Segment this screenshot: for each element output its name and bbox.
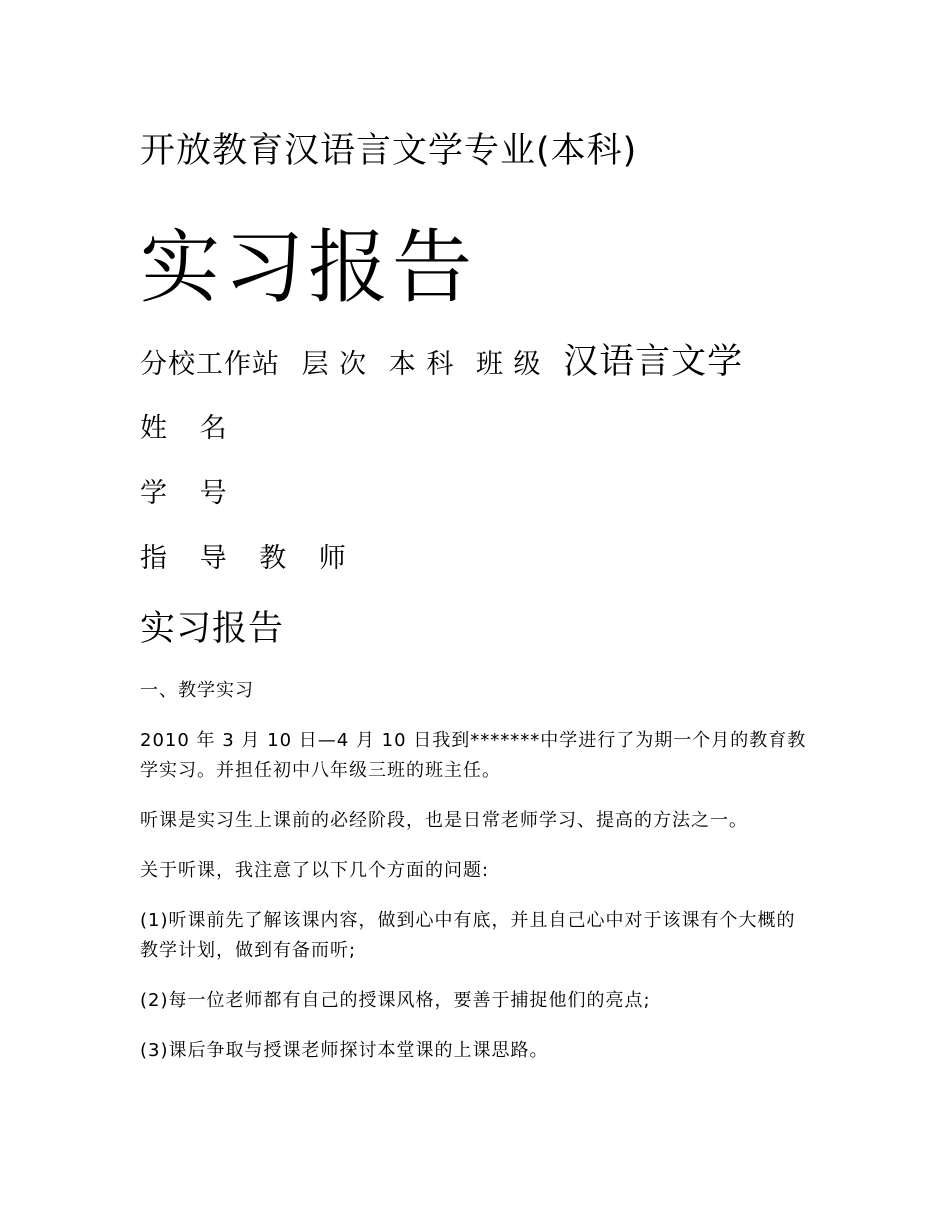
program-subtitle: 开放教育汉语言文学专业(本科) [140, 131, 638, 171]
level-value: 本 科 [388, 349, 455, 380]
student-id-label: 学 号 [140, 478, 239, 509]
info-row-branch-level-class [140, 342, 744, 382]
name-label: 姓 名 [140, 413, 239, 444]
paragraph-internship-period: 2010 年 3 月 10 日—4 月 10 日我到*******中学进行了为期一个月的教育教学实习。并担任初中八年级三班的班主任。 [140, 730, 807, 781]
paragraph-observation-intro: 听课是实习生上课前的必经阶段，也是日常老师学习、提高的方法之一。 [140, 810, 748, 831]
list-item-3: (3)课后争取与授课老师探讨本堂课的上课思路。 [140, 1040, 549, 1061]
list-item-1: (1)听课前先了解该课内容，做到心中有底，并且自己心中对于该课有个大概的教学计划，做到有备而听; [140, 910, 796, 961]
section-heading-teaching-practice: 一、教学实习 [140, 680, 254, 701]
report-title: 实习报告 [140, 609, 285, 649]
cover-title: 实习报告 [140, 221, 476, 314]
level-label: 层 次 [301, 349, 368, 380]
list-item-2: (2)每一位老师都有自己的授课风格，要善于捕捉他们的亮点; [140, 990, 651, 1011]
class-label: 班 级 [475, 349, 542, 380]
branch-label: 分校工作站 [140, 349, 280, 380]
class-value: 汉语言文学 [563, 342, 744, 382]
paragraph-observation-issues: 关于听课，我注意了以下几个方面的问题: [140, 860, 490, 881]
advisor-teacher-label: 指 导 教 师 [140, 543, 358, 574]
